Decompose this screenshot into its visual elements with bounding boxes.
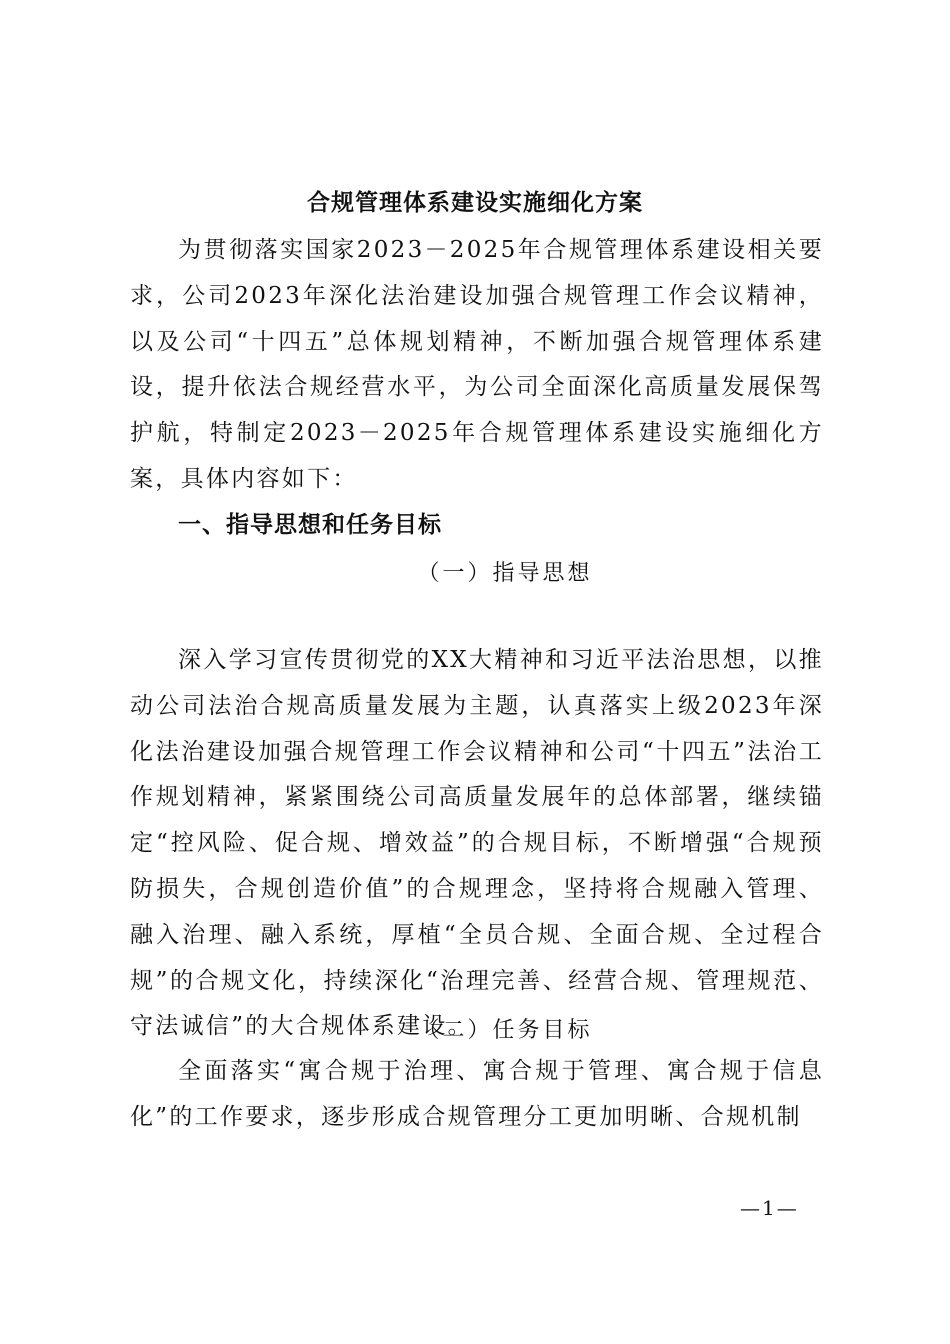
- subsection-heading-task-goals: （二）任务目标: [417, 1018, 593, 1043]
- intro-paragraph: 为贯彻落实国家2023－2025年合规管理体系建设相关要求，公司2023年深化法治建设加强合规管理工作会议精神，以及公司“十四五”总体规划精神，不断加强合规管理体系建设，提升依法合规经营水平，为公司全面深化高质量发展保驾护航，特制定2023－2025年合规管理体系建设实施细化方案，具体内容如下：: [130, 237, 824, 492]
- document-title: 合规管理体系建设实施细化方案: [307, 189, 643, 216]
- section-heading: 一、指导思想和任务目标: [178, 512, 442, 538]
- page-number: —1—: [740, 1196, 799, 1220]
- guiding-ideology-paragraph: 深入学习宣传贯彻党的XX大精神和习近平法治思想，以推动公司法治合规高质量发展为主题，认真落实上级2023年深化法治建设加强合规管理工作会议精神和公司“十四五”法治工作规划精神，紧紧围绕公司高质量发展年的总体部署，继续锚定“控风险、促合规、增效益”的合规目标，不断增强“合规预防损失，合规创造价值”的合规理念，坚持将合规融入管理、融入治理、融入系统，厚植“全员合规、全面合规、全过程合规”的合规文化，持续深化“治理完善、经营合规、管理规范、守法诚信”的大合规体系建设。: [130, 647, 824, 1040]
- subsection-heading-guiding-ideology: （一）指导思想: [417, 561, 593, 586]
- task-goals-paragraph: 全面落实“寓合规于治理、寓合规于管理、寓合规于信息化”的工作要求，逐步形成合规管理分工更加明晰、合规机制: [130, 1058, 824, 1130]
